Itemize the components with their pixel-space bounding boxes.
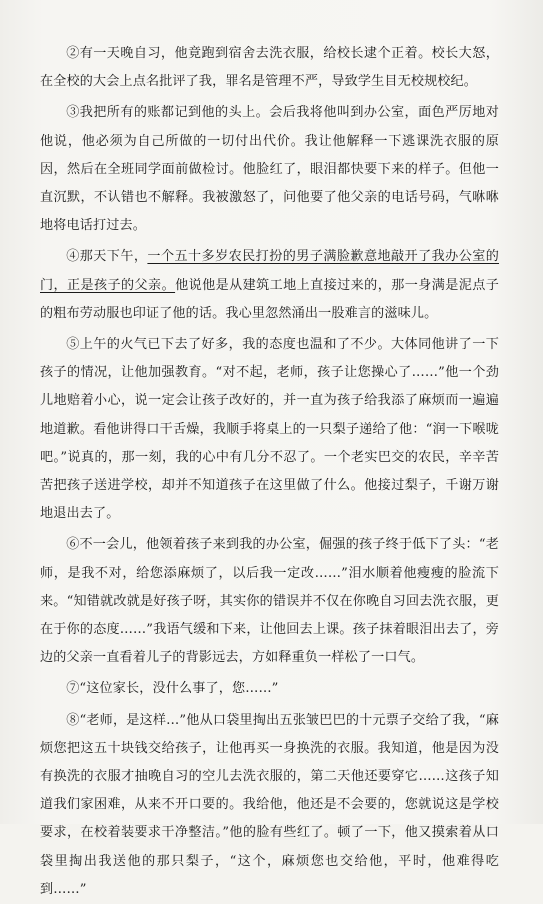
paragraph-7: ⑦“这位家长，没什么事了，您……”	[66, 681, 279, 697]
paragraph-4-lead: ④那天下午，	[66, 249, 148, 265]
paragraph-8: ⑧“老师，是这样…”他从口袋里掏出五张皱巴巴的十元票子交给了我，“麻烦您把这五十块钱交给孩子，让他再买一身换洗的衣服。我知道，他是因为没有换洗的衣服才抽晚自习的空儿去洗衣服的，第二天他还要穿它……这孩子知道我们家困难，从来不开口要的。我给他，他还是不会要的，您就说这是学校要求，在校着装要求干净整洁。”他的脸有些红了。顿了一下，他又摸索着从口袋里掏出我送他的那只梨子，“这个，麻烦您也交给他，平时，他难得吃到……”	[40, 712, 499, 897]
paragraph-2: ②有一天晚自习，他竟跑到宿舍去洗衣服，给校长逮个正着。校长大怒，在全校的大会上点名批评了我，罪名是管理不严，导致学生目无校规校纪。	[40, 46, 499, 90]
paragraph-4	[40, 243, 499, 328]
paragraph-3: ③我把所有的账都记到他的头上。会后我将他叫到办公室，面色严厉地对他说，他必须为自己所做的一切付出代价。我让他解释一下逃课洗衣服的原因，然后在全班同学面前做检讨。他脸红了，眼泪都快要下来的样子。但他一直沉默，不认错也不解释。我被激怒了，问他要了他父亲的电话号码，气咻咻地将电话打过去。	[40, 105, 499, 234]
paragraph-6: ⑥不一会儿，他领着孩子来到我的办公室，倔强的孩子终于低下了头：“老师，是我不对，给您添麻烦了，以后我一定改……”泪水顺着他瘦瘦的脸流下来。“知错就改就是好孩子呀，其实你的错误并不仅在你晚自习回去洗衣服，更在于你的态度……”我语气缓和下来，让他回去上课。孩子抹着眼泪出去了，旁边的父亲一直看着儿子的背影远去，方如释重负一样松了一口气。	[40, 537, 499, 666]
paragraph-5: ⑤上午的火气已下去了好多，我的态度也温和了不少。大体同他讲了一下孩子的情况，让他加强教育。“对不起，老师，孩子让您操心了……”他一个劲儿地赔着小心，说一定会让孩子改好的，并一直为孩子给我添了麻烦而一遍遍地道歉。看他讲得口干舌燥，我顺手将桌上的一只梨子递给了他：“润一下喉咙吧。”说真的，那一刻，我的心中有几分不忍了。一个老实巴交的农民，辛辛苦苦把孩子送进学校，却并不知道孩子在这里做了什么。他接过梨子，千谢万谢地退出去了。	[40, 337, 499, 522]
paragraph-4-rest: 他说他是从建筑工地上直接过来的，那一身满是泥点子的粗布劳动服也印证了他的话。我心里忽然涌出一股难言的滋味儿。	[40, 277, 499, 321]
underlined-sentence: 一个五十多岁农民打扮的男子满脸歉意地敲开了我办公室的门，正是孩子的父亲。	[40, 249, 500, 293]
